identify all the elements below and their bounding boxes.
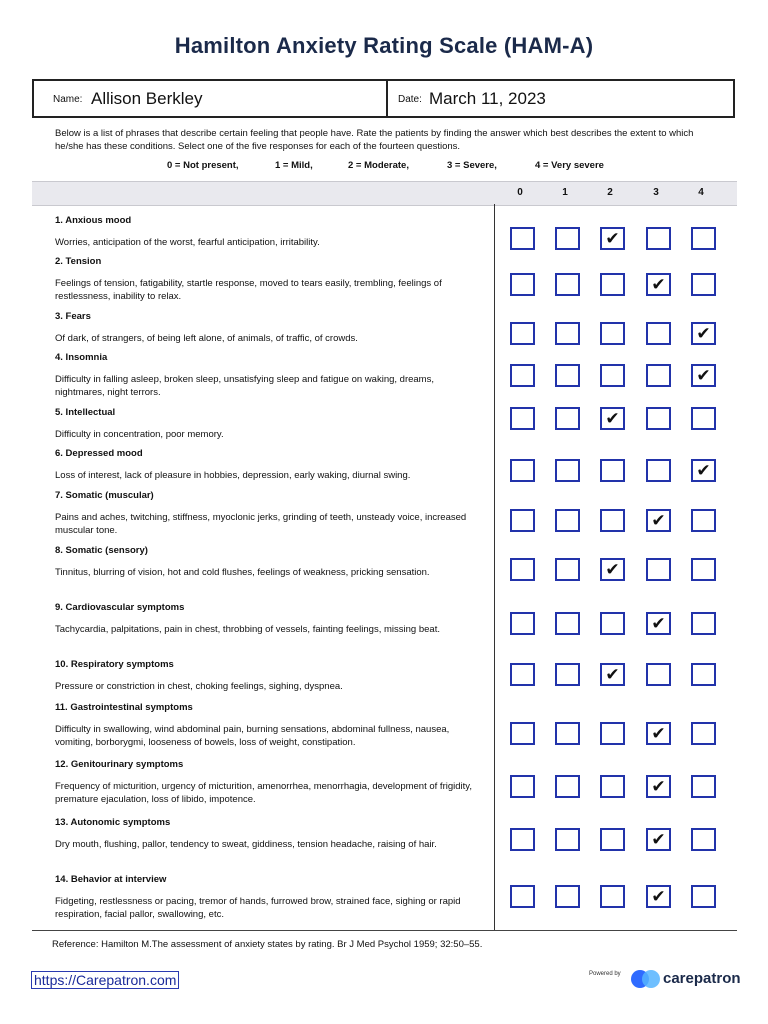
item-name: 5. Intellectual	[55, 407, 116, 418]
rating-checkbox-3[interactable]	[646, 775, 671, 798]
rating-checkbox-2[interactable]	[600, 273, 625, 296]
rating-checkbox-row	[510, 612, 720, 638]
rating-checkbox-row	[510, 227, 720, 253]
rating-checkbox-0[interactable]	[510, 558, 535, 581]
rating-item	[55, 874, 475, 921]
rating-checkbox-1[interactable]	[555, 509, 580, 532]
reference: Reference: Hamilton M.The assessment of anxiety states by rating. Br J Med Psychol 1959; 32:50–55.	[52, 939, 483, 950]
item-name: 13. Autonomic symptoms	[55, 817, 171, 828]
rating-checkbox-2[interactable]	[600, 828, 625, 851]
item-name: 6. Depressed mood	[55, 448, 143, 459]
column-header-0: 0	[517, 187, 523, 198]
legend-3: 3 = Severe,	[447, 160, 497, 171]
rating-checkbox-3[interactable]	[646, 722, 671, 745]
rating-checkbox-0[interactable]	[510, 322, 535, 345]
rating-checkbox-3[interactable]	[646, 227, 671, 250]
rating-checkbox-0[interactable]	[510, 364, 535, 387]
rating-item	[55, 759, 475, 806]
rating-item	[55, 352, 475, 399]
rating-checkbox-1[interactable]	[555, 885, 580, 908]
date-field[interactable]: March 11, 2023	[429, 89, 546, 108]
rating-checkbox-1[interactable]	[555, 322, 580, 345]
rating-checkbox-3[interactable]	[646, 885, 671, 908]
legend-2: 2 = Moderate,	[348, 160, 409, 171]
rating-checkbox-row	[510, 722, 720, 748]
rating-checkbox-4[interactable]	[691, 885, 716, 908]
name-field[interactable]: Allison Berkley	[91, 89, 203, 108]
item-description: Of dark, of strangers, of being left alone, of animals, of traffic, of crowds.	[55, 333, 358, 344]
rating-item	[55, 490, 475, 537]
item-description: Worries, anticipation of the worst, fearful anticipation, irritability.	[55, 237, 320, 248]
rating-checkbox-3[interactable]	[646, 322, 671, 345]
rating-item	[55, 817, 475, 851]
check-mark-icon: ✔	[651, 830, 666, 850]
item-description: Frequency of micturition, urgency of micturition, amenorrhea, menorrhagia, development of frigidity, premature ejaculation, loss of libido, impotence.	[55, 781, 472, 805]
rating-checkbox-1[interactable]	[555, 558, 580, 581]
rating-item	[55, 702, 475, 749]
rating-checkbox-3[interactable]	[646, 828, 671, 851]
rating-checkbox-row	[510, 775, 720, 801]
rating-checkbox-row	[510, 558, 720, 584]
rating-checkbox-1[interactable]	[555, 227, 580, 250]
rating-checkbox-2[interactable]	[600, 775, 625, 798]
rating-checkbox-0[interactable]	[510, 885, 535, 908]
item-name: 4. Insomnia	[55, 352, 108, 363]
rating-checkbox-3[interactable]	[646, 558, 671, 581]
patient-info-box	[32, 79, 735, 118]
rating-checkbox-2[interactable]	[600, 663, 625, 686]
rating-checkbox-2[interactable]	[600, 227, 625, 250]
item-description: Dry mouth, flushing, pallor, tendency to sweat, giddiness, tension headache, raising of hair.	[55, 839, 437, 850]
rating-checkbox-row	[510, 663, 720, 689]
rating-item	[55, 545, 475, 579]
rating-checkbox-3[interactable]	[646, 459, 671, 482]
rating-checkbox-2[interactable]	[600, 364, 625, 387]
column-header-3: 3	[653, 187, 659, 198]
item-description: Fidgeting, restlessness or pacing, tremor of hands, furrowed brow, strained face, sighing or rapid respiration, facial pallor, swallowing, etc.	[55, 896, 461, 920]
item-name: 3. Fears	[55, 311, 91, 322]
rating-checkbox-2[interactable]	[600, 407, 625, 430]
legend-1: 1 = Mild,	[275, 160, 313, 171]
column-header-bar	[32, 181, 737, 206]
rating-checkbox-1[interactable]	[555, 459, 580, 482]
carepatron-brand: carepatron	[663, 970, 741, 987]
rating-item	[55, 602, 475, 636]
powered-by-label: Powered by	[589, 971, 621, 977]
rating-checkbox-3[interactable]	[646, 612, 671, 635]
item-name: 10. Respiratory symptoms	[55, 659, 174, 670]
item-name: 9. Cardiovascular symptoms	[55, 602, 185, 613]
rating-checkbox-3[interactable]	[646, 273, 671, 296]
rating-checkbox-4[interactable]	[691, 775, 716, 798]
check-mark-icon: ✔	[605, 409, 620, 429]
legend-0: 0 = Not present,	[167, 160, 239, 171]
item-name: 8. Somatic (sensory)	[55, 545, 148, 556]
column-header-2: 2	[607, 187, 613, 198]
item-description: Difficulty in falling asleep, broken sleep, unsatisfying sleep and fatigue on waking, dreams, nightmares, night terrors.	[55, 374, 434, 398]
rating-checkbox-0[interactable]	[510, 459, 535, 482]
rating-checkbox-4[interactable]	[691, 722, 716, 745]
rating-checkbox-2[interactable]	[600, 509, 625, 532]
rating-checkbox-2[interactable]	[600, 459, 625, 482]
rating-checkbox-3[interactable]	[646, 364, 671, 387]
check-mark-icon: ✔	[651, 614, 666, 634]
rating-checkbox-4[interactable]	[691, 407, 716, 430]
check-mark-icon: ✔	[696, 324, 711, 344]
rating-checkbox-4[interactable]	[691, 612, 716, 635]
item-name: 7. Somatic (muscular)	[55, 490, 154, 501]
rating-checkbox-row	[510, 828, 720, 854]
rating-checkbox-1[interactable]	[555, 828, 580, 851]
check-mark-icon: ✔	[605, 560, 620, 580]
instructions: Below is a list of phrases that describe certain feeling that people have. Rate the patients by finding the answer which best describes the extent to which he/she has these conditions. Select one of the five responses for each of the fourteen questions.	[55, 128, 694, 152]
item-name: 12. Genitourinary symptoms	[55, 759, 184, 770]
check-mark-icon: ✔	[651, 511, 666, 531]
rating-checkbox-0[interactable]	[510, 612, 535, 635]
rating-checkbox-0[interactable]	[510, 227, 535, 250]
rating-checkbox-2[interactable]	[600, 558, 625, 581]
rating-checkbox-row	[510, 459, 720, 485]
check-mark-icon: ✔	[696, 366, 711, 386]
rating-checkbox-0[interactable]	[510, 407, 535, 430]
check-mark-icon: ✔	[651, 275, 666, 295]
rating-checkbox-4[interactable]	[691, 828, 716, 851]
rating-item	[55, 659, 475, 693]
rating-checkbox-4[interactable]	[691, 322, 716, 345]
rating-checkbox-3[interactable]	[646, 663, 671, 686]
rating-item	[55, 311, 475, 345]
rating-checkbox-3[interactable]	[646, 407, 671, 430]
page-title: Hamilton Anxiety Rating Scale (HAM-A)	[174, 33, 594, 58]
rating-checkbox-row	[510, 407, 720, 433]
rating-checkbox-row	[510, 885, 720, 911]
item-name: 1. Anxious mood	[55, 215, 132, 226]
carepatron-link[interactable]: https://Carepatron.com	[31, 971, 179, 989]
rating-checkbox-1[interactable]	[555, 663, 580, 686]
item-description: Pains and aches, twitching, stiffness, myoclonic jerks, grinding of teeth, unsteady voice, increased muscular tone.	[55, 512, 467, 536]
rating-checkbox-3[interactable]	[646, 509, 671, 532]
check-mark-icon: ✔	[651, 777, 666, 797]
item-description: Difficulty in swallowing, wind abdominal pain, burning sensations, abdominal fullness, nausea, vomiting, borborygmi, looseness of bowels, loss of weight, constipation.	[55, 724, 450, 748]
item-name: 14. Behavior at interview	[55, 874, 167, 885]
item-name: 11. Gastrointestinal symptoms	[55, 702, 193, 713]
column-divider	[494, 204, 495, 930]
column-header-1: 1	[562, 187, 568, 198]
carepatron-logo-icon	[630, 968, 662, 990]
rating-checkbox-1[interactable]	[555, 364, 580, 387]
rating-checkbox-row	[510, 509, 720, 535]
name-label: Name:	[53, 94, 83, 105]
rating-checkbox-2[interactable]	[600, 722, 625, 745]
table-bottom-rule	[32, 930, 737, 931]
name-date-divider	[386, 81, 388, 116]
item-description: Difficulty in concentration, poor memory.	[55, 429, 224, 440]
rating-checkbox-row	[510, 364, 720, 390]
rating-checkbox-2[interactable]	[600, 612, 625, 635]
rating-item	[55, 215, 475, 249]
rating-item	[55, 448, 475, 482]
rating-checkbox-0[interactable]	[510, 775, 535, 798]
rating-checkbox-4[interactable]	[691, 227, 716, 250]
rating-checkbox-4[interactable]	[691, 558, 716, 581]
column-header-4: 4	[698, 187, 704, 198]
item-description: Pressure or constriction in chest, choking feelings, sighing, dyspnea.	[55, 681, 343, 692]
check-mark-icon: ✔	[651, 724, 666, 744]
item-description: Tinnitus, blurring of vision, hot and cold flushes, feelings of weakness, pricking sensation.	[55, 567, 430, 578]
rating-checkbox-1[interactable]	[555, 775, 580, 798]
item-name: 2. Tension	[55, 256, 102, 267]
rating-checkbox-2[interactable]	[600, 322, 625, 345]
rating-checkbox-1[interactable]	[555, 722, 580, 745]
legend-4: 4 = Very severe	[535, 160, 604, 171]
rating-checkbox-4[interactable]	[691, 509, 716, 532]
rating-checkbox-0[interactable]	[510, 828, 535, 851]
rating-checkbox-0[interactable]	[510, 273, 535, 296]
item-description: Loss of interest, lack of pleasure in hobbies, depression, early waking, diurnal swing.	[55, 470, 411, 481]
check-mark-icon: ✔	[605, 229, 620, 249]
rating-checkbox-row	[510, 322, 720, 348]
rating-checkbox-1[interactable]	[555, 407, 580, 430]
rating-item	[55, 256, 475, 303]
rating-checkbox-4[interactable]	[691, 273, 716, 296]
rating-checkbox-0[interactable]	[510, 722, 535, 745]
item-description: Feelings of tension, fatigability, startle response, moved to tears easily, trembling, feelings of restlessness, inability to relax.	[55, 278, 442, 302]
check-mark-icon: ✔	[696, 461, 711, 481]
rating-checkbox-1[interactable]	[555, 273, 580, 296]
rating-checkbox-0[interactable]	[510, 663, 535, 686]
rating-checkbox-0[interactable]	[510, 509, 535, 532]
check-mark-icon: ✔	[651, 887, 666, 907]
rating-checkbox-4[interactable]	[691, 459, 716, 482]
rating-checkbox-1[interactable]	[555, 612, 580, 635]
rating-checkbox-4[interactable]	[691, 364, 716, 387]
rating-item	[55, 407, 475, 441]
rating-checkbox-4[interactable]	[691, 663, 716, 686]
item-description: Tachycardia, palpitations, pain in chest, throbbing of vessels, fainting feelings, missing beat.	[55, 624, 440, 635]
rating-checkbox-row	[510, 273, 720, 299]
rating-checkbox-2[interactable]	[600, 885, 625, 908]
check-mark-icon: ✔	[605, 665, 620, 685]
date-label: Date:	[398, 94, 422, 105]
